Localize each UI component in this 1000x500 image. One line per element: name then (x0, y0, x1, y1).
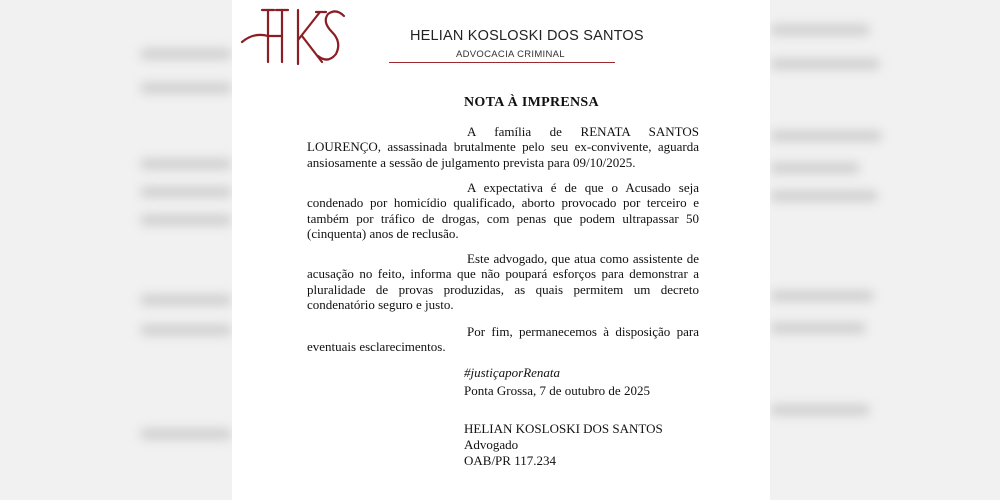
paragraph-1: A família de RENATA SANTOS LOURENÇO, assassinada brutalmente pelo seu ex-convivente, aguarda ansiosamente a sessão de julgamento prevista para 09/10/2025. (307, 124, 699, 170)
paragraph-2: A expectativa é de que o Acusado seja condenado por homicídio qualificado, aborto provocado por terceiro e também por tráfico de drogas, com penas que podem ultrapassar 50 (cinquenta) anos de reclusão. (307, 180, 699, 241)
paragraph-4: Por fim, permanecemos à disposição para eventuais esclarecimentos. (307, 324, 699, 355)
blurred-background-left (0, 0, 232, 500)
signature-role: Advogado (464, 437, 519, 452)
hks-logo (238, 2, 350, 68)
signature-oab: OAB/PR 117.234 (464, 453, 556, 468)
press-note-document (232, 0, 770, 500)
hashtag: #justiçaporRenata (464, 365, 561, 380)
firm-subtitle: ADVOCACIA CRIMINAL (456, 49, 565, 60)
document-title: NOTA À IMPRENSA (464, 95, 599, 110)
signature-name: HELIAN KOSLOSKI DOS SANTOS (464, 421, 663, 436)
letterhead-divider (389, 62, 615, 63)
paragraph-3: Este advogado, que atua como assistente de acusação no feito, informa que não poupará esforços para demonstrar a pluralidade de provas produzidas, as quais permitem um decreto condenatório seguro e justo. (307, 251, 699, 312)
place-and-date: Ponta Grossa, 7 de outubro de 2025 (464, 383, 650, 398)
hks-monogram-icon (238, 2, 350, 68)
firm-name: HELIAN KOSLOSKI DOS SANTOS (410, 28, 644, 44)
blurred-background-right (770, 0, 1000, 500)
